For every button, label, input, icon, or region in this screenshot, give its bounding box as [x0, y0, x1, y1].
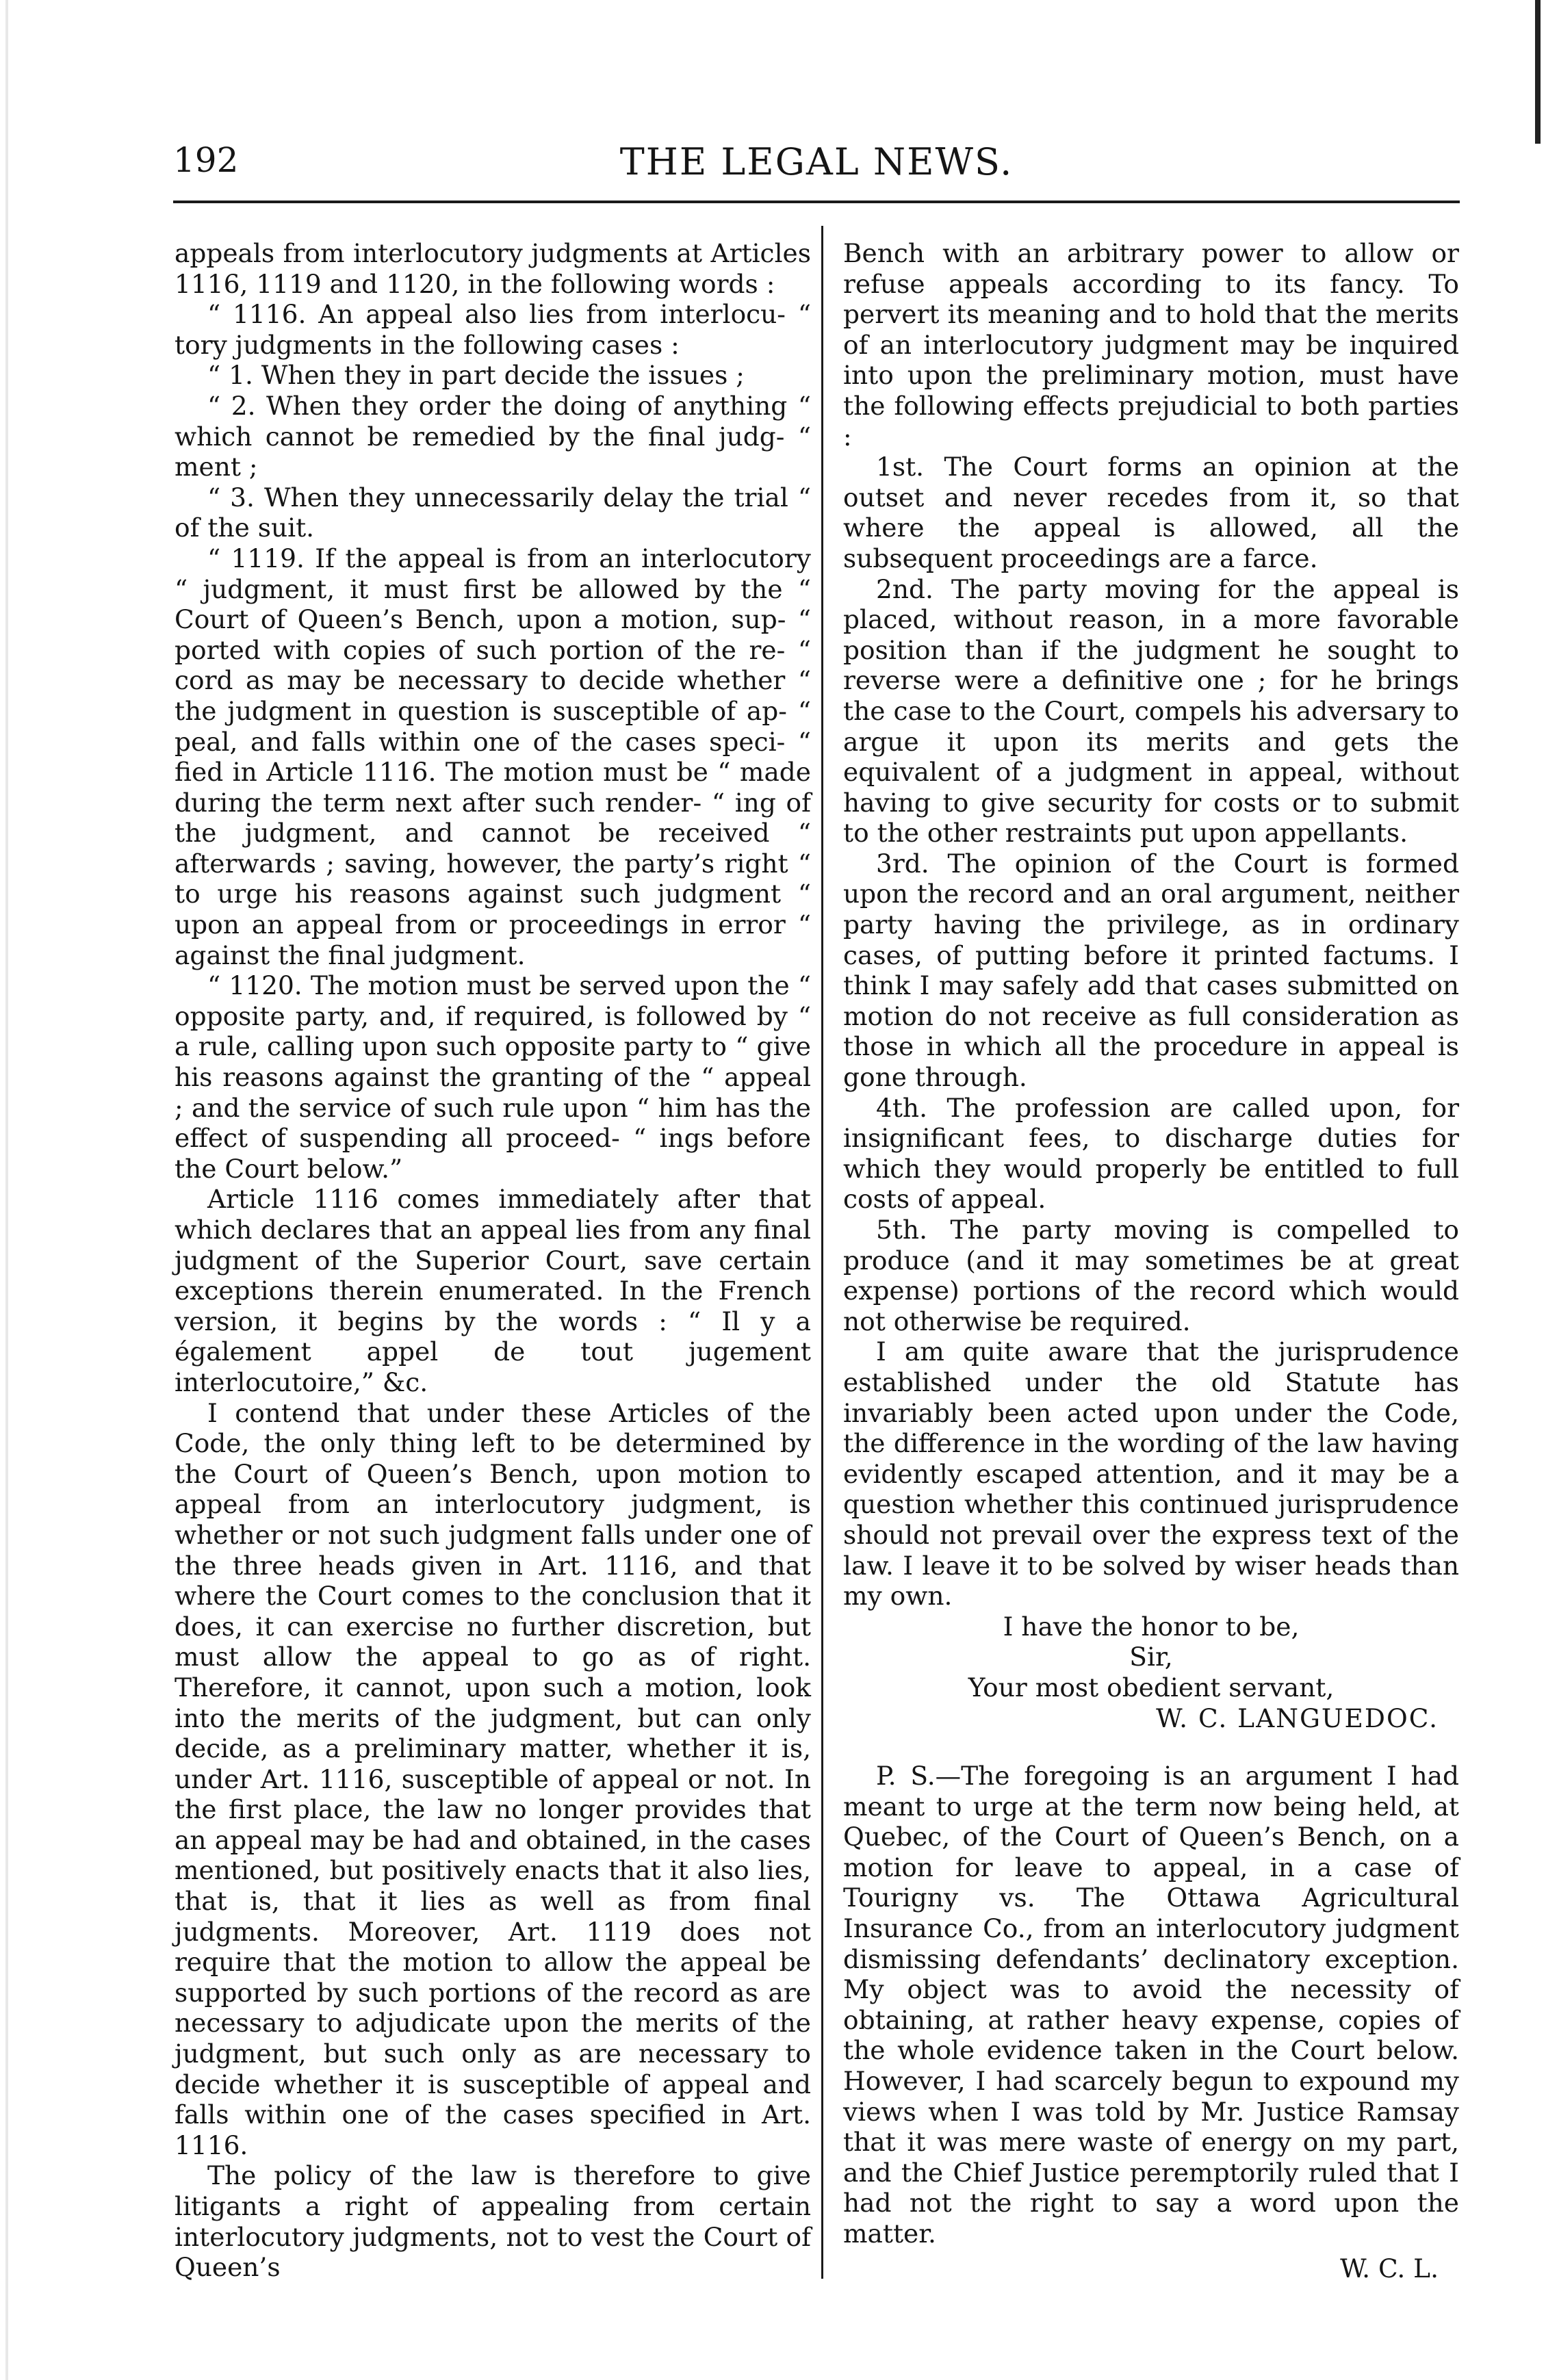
- column-divider: [821, 226, 823, 2279]
- paragraph: 2nd. The party moving for the appeal is placed, without reason, in a more favorable position than if the judgment he sought to reverse were a definitive one ; for he brings the case to the Court, compels his adversary to argue it upon its merits and gets the equivalent of a judgment in appeal, without having to give security for costs or to submit to the other restraints put upon appellants.: [843, 573, 1459, 849]
- page-edge-mark: [1535, 0, 1541, 144]
- page-number: 192: [173, 140, 239, 180]
- paragraph: I am quite aware that the jurisprudence established under the old Statute has invariably been acted upon under the Code, the difference in the wording of the law having evidently escaped attention, and it may be a question whether this continued jurisprudence should not prevail over the express text of the law. I leave it to be solved by wiser heads than my own.: [843, 1336, 1459, 1612]
- paragraph: 3rd. The opinion of the Court is formed upon the record and an oral argument, neither party having the privilege, as in ordinary cases, of putting before it printed factums. I think I may safely add that cases submitted on motion do not receive as full consideration as those in which all the procedure in appeal is gone through.: [843, 848, 1459, 1093]
- page-edge-shadow: [5, 0, 8, 2380]
- paragraph: 1st. The Court forms an opinion at the outset and never recedes from it, so that where the appeal is allowed, all the subsequent proceedings are a farce.: [843, 452, 1459, 573]
- header-rule: [173, 201, 1460, 203]
- paragraph: Bench with an arbitrary power to allow or refuse appeals according to its fancy. To pervert its meaning and to hold that the merits of an interlocutory judgment may be inquired into upon the preliminary motion, must have the following effects prejudicial to both parties :: [843, 238, 1459, 452]
- paragraph: I contend that under these Articles of the Code, the only thing left to be determined by the Court of Queen’s Bench, upon motion to appeal from an interlocutory judgment, is whether or not such judgment falls under one of the three heads given in Art. 1116, and that where the Court comes to the conclusion that it does, it can exercise no further discretion, but must allow the appeal to go as of right. Therefore, it cannot, upon such a motion, look into the merits of the judgment, but can only decide, as a preliminary matter, whether it is, under Art. 1116, susceptible of appeal or not. In the first place, the law no longer provides that an appeal may be had and obtained, in the cases mentioned, but positively enacts that it also lies, that is, that it lies as well as from final judgments. Moreover, Art. 1119 does not require that the motion to allow the appeal be supported by such portions of the record as are necessary to adjudicate upon the merits of the judgment, but such only as are necessary to decide whether it is susceptible of appeal and falls within one of the cases specified in Art. 1116.: [175, 1397, 811, 2160]
- page-header: [173, 140, 1460, 195]
- paragraph: W. C. L.: [1340, 2253, 1439, 2284]
- paragraph: “ 1. When they in part decide the issues ;: [207, 360, 745, 391]
- paragraph: “ 2. When they order the doing of anything “ which cannot be remedied by the final judg- “ ment ;: [175, 390, 811, 482]
- right-column: [843, 238, 1459, 2284]
- journal-title: THE LEGAL NEWS.: [619, 140, 1014, 183]
- paragraph: Sir,: [1129, 1642, 1173, 1672]
- paragraph: “ 3. When they unnecessarily delay the trial “ of the suit.: [175, 482, 811, 543]
- left-column: [175, 238, 811, 2283]
- paragraph: Article 1116 comes immediately after that which declares that an appeal lies from any final judgment of the Superior Court, save certain exceptions therein enumerated. In the French version, it begins by the words : “ Il y a également appel de tout jugement interlocutoire,” &c.: [175, 1184, 811, 1397]
- paragraph: I have the honor to be,: [1003, 1611, 1300, 1642]
- paragraph: appeals from interlocutory judgments at Articles 1116, 1119 and 1120, in the following words :: [175, 238, 811, 299]
- paragraph: 4th. The profession are called upon, for insignificant fees, to discharge duties for which they would properly be entitled to full costs of appeal.: [843, 1092, 1459, 1215]
- paragraph: Your most obedient servant,: [968, 1672, 1335, 1703]
- paragraph: “ 1120. The motion must be served upon the “ opposite party, and, if required, is followed by “ a rule, calling upon such opposite party to “ give his reasons against the granting of the “ appeal ; and the service of such rule upon “ him has the effect of suspending all proceed- “ ings before the Court below.”: [175, 970, 811, 1184]
- paragraph: W. C. LANGUEDOC.: [1156, 1703, 1439, 1733]
- paragraph: 5th. The party moving is compelled to produce (and it may sometimes be at great expense) portions of the record which would not otherwise be required.: [843, 1215, 1459, 1336]
- paragraph: P. S.—The foregoing is an argument I had meant to urge at the term now being held, at Quebec, of the Court of Queen’s Bench, on a motion for leave to appeal, in a case of Tourigny vs. The Ottawa Agricultural Insurance Co., from an interlocutory judgment dismissing defendants’ declinatory exception. My object was to avoid the necessity of obtaining, at rather heavy expense, copies of the whole evidence taken in the Court below. However, I had scarcely begun to expound my views when I was told by Mr. Justice Ramsay that it was mere waste of energy on my part, and the Chief Justice peremptorily ruled that I had not the right to say a word upon the matter.: [843, 1761, 1459, 2249]
- paragraph: “ 1116. An appeal also lies from interlocu- “ tory judgments in the following cases :: [175, 299, 811, 360]
- paragraph: The policy of the law is therefore to give litigants a right of appealing from certain interlocutory judgments, not to vest the Court of Queen’s: [175, 2160, 811, 2283]
- paragraph: “ 1119. If the appeal is from an interlocutory “ judgment, it must first be allowed by the “ Court of Queen’s Bench, upon a motion, sup- “ ported with copies of such portion of the re- “ cord as may be necessary to decide whether “ the judgment in question is susceptible of ap- “ peal, and falls within one of the cases speci- “ fied in Article 1116. The motion must be “ made during the term next after such render- “ ing of the judgment, and cannot be received “ afterwards ; saving, however, the party’s right “ to urge his reasons against such judgment “ upon an appeal from or proceedings in error “ against the final judgment.: [175, 543, 811, 970]
